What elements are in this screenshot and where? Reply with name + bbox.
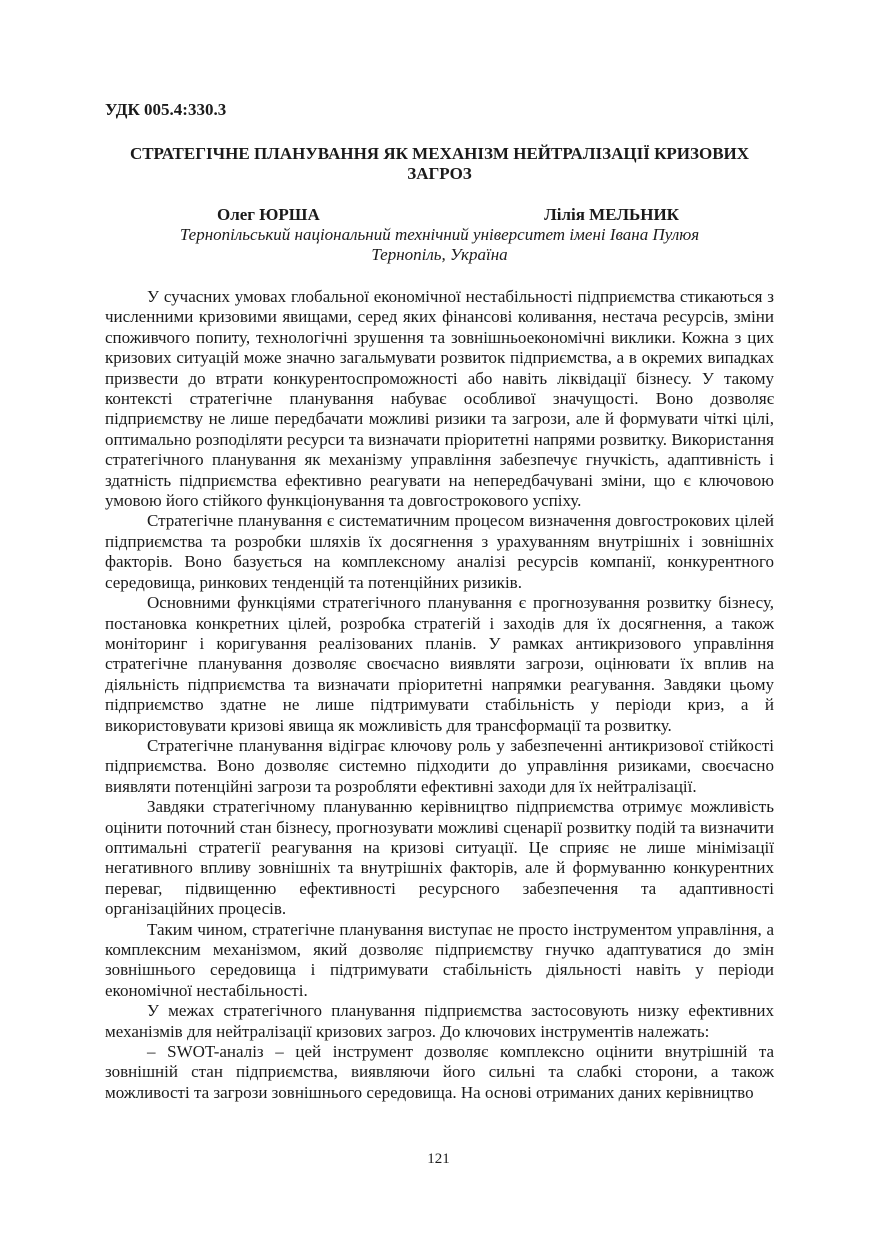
paragraph: Стратегічне планування відіграє ключову роль у забезпеченні антикризової стійкості підприємства. Воно дозволяє системно підходити до управління ризиками, своєчасно виявляти потенційні загрози та розробляти ефективні заходи для їх нейтралізації.: [105, 735, 774, 796]
page-number: 121: [427, 1151, 450, 1167]
paragraph: Завдяки стратегічному плануванню керівництво підприємства отримує можливість оцінити поточний стан бізнесу, прогнозувати можливі сценарії розвитку подій та визначити оптимальні стратегії реагування на кризові ситуації. Це сприяє не лише мінімізації негативного впливу зовнішніх та внутрішніх факторів, але й формуванню конкурентних переваг, підвищенню ефективності ресурсного забезпечення та адаптивності організаційних процесів.: [105, 797, 774, 919]
list-item: – SWOT-аналіз – цей інструмент дозволяє комплексно оцінити внутрішній та зовнішній стан підприємства, виявляючи його сильні та слабкі сторони, а також можливості та загрози зовнішнього середовища. На основі отриманих даних керівництво: [105, 1042, 774, 1102]
paper-title: СТРАТЕГІЧНЕ ПЛАНУВАННЯ ЯК МЕХАНІЗМ НЕЙТРАЛІЗАЦІЇ КРИЗОВИХ ЗАГРОЗ: [129, 144, 750, 183]
paper-page: [105, 100, 774, 1103]
paragraph: У сучасних умовах глобальної економічної нестабільності підприємства стикаються з численними кризовими явищами, серед яких фінансові коливання, нестача ресурсів, зміни споживчого попиту, технологічні зрушення та зовнішньоекономічні виклики. Кожна з цих кризових ситуацій може значно загальмувати розвиток підприємства, а в окремих випадках призвести до втрати конкурентоспроможності або навіть ліквідації бізнесу. У такому контексті стратегічне планування набуває особливої значущості. Воно дозволяє підприємству не лише передбачати можливі ризики та загрози, але й формувати чіткі цілі, оптимально розподіляти ресурси та визначати пріоритетні напрями розвитку. Використання стратегічного планування як механізму управління забезпечує гнучкість, адаптивність і здатність підприємства ефективно реагувати на непередбачувані зміни, що є ключовою умовою його стійкого функціонування та довгострокового успіху.: [105, 287, 774, 511]
author-list: [105, 205, 774, 225]
location: Тернопіль, Україна: [371, 245, 508, 264]
author-name: Лілія МЕЛЬНИК: [544, 205, 679, 224]
paragraph: У межах стратегічного планування підприємства застосовують низку ефективних механізмів для нейтралізації кризових загроз. До ключових інструментів належать:: [105, 1001, 774, 1041]
udk-code: УДК 005.4:330.3: [105, 100, 227, 119]
paragraph: Основними функціями стратегічного планування є прогнозування розвитку бізнесу, постановка конкретних цілей, розробка стратегій і заходів для їх досягнення, а також моніторинг і коригування реалізованих планів. У рамках антикризового управління стратегічне планування дозволяє своєчасно виявляти загрози, оцінювати їх вплив на діяльність підприємства та визначати пріоритетні напрямки реагування. Завдяки цьому підприємство здатне не лише підтримувати стабільність у періоди криз, а й використовувати кризові явища як можливість для трансформації та розвитку.: [105, 593, 774, 735]
paragraph: Стратегічне планування є систематичним процесом визначення довгострокових цілей підприємства та розробки шляхів їх досягнення з урахуванням внутрішніх і зовнішніх факторів. Воно базується на комплексному аналізі ресурсів компанії, конкурентного середовища, ринкових тенденцій та потенційних ризиків.: [105, 511, 774, 592]
author-name: Олег ЮРША: [217, 205, 320, 224]
body-text: [105, 287, 774, 1103]
affiliation: Тернопільський національний технічний університет імені Івана Пулюя: [179, 225, 700, 244]
paragraph: Таким чином, стратегічне планування виступає не просто інструментом управління, а комплексним механізмом, який дозволяє підприємству гнучко адаптуватися до змін зовнішнього середовища і підтримувати стабільність діяльності навіть у періоди економічної нестабільності.: [105, 919, 774, 1000]
